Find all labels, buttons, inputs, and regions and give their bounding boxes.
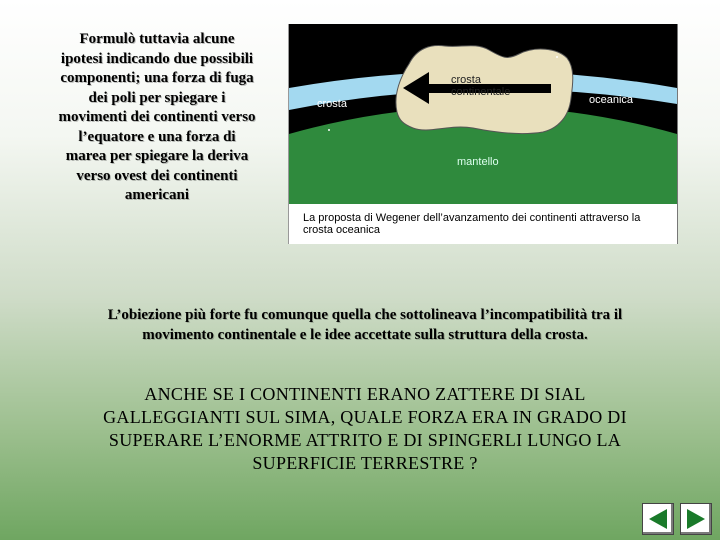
next-slide-button[interactable] — [680, 503, 712, 535]
speck — [556, 56, 558, 58]
label-crosta-continentale-1: crosta — [451, 74, 481, 86]
play-right-icon — [684, 507, 708, 531]
label-mantello: mantello — [457, 156, 499, 168]
wegener-diagram-art — [289, 24, 677, 244]
left-paragraph: Formulò tuttavia alcune ipotesi indicando due possibili componenti; una forza di fuga dei poli per spiegare i movimenti dei continenti verso l’equatore e una forza di marea per spiegare la deriva verso ovest dei continenti americani — [58, 31, 256, 203]
label-crosta: crosta — [317, 98, 347, 110]
objection-paragraph: L’obiezione più forte fu comunque quella che sottolineava l’incompatibilità tra il movimento continentale e le idee accettate sulla struttura della crosta. — [107, 307, 623, 343]
question-paragraph: ANCHE SE I CONTINENTI ERANO ZATTERE DI SIAL GALLEGGIANTI SUL SIMA, QUALE FORZA ERA IN GRADO DI SUPERARE L’ENORME ATTRITO E DI SPINGERLI LUNGO LA SUPERFICIE TERRESTRE ? — [103, 384, 627, 473]
wegener-diagram — [288, 24, 678, 244]
label-crosta-continentale-2: continentale — [451, 86, 511, 98]
figure-caption: La proposta di Wegener dell’avanzamento dei continenti attraverso la crosta oceanica — [303, 212, 641, 236]
speck — [328, 129, 330, 131]
play-left-icon — [646, 507, 670, 531]
previous-slide-button[interactable] — [642, 503, 674, 535]
label-oceanica: oceanica — [589, 94, 634, 106]
